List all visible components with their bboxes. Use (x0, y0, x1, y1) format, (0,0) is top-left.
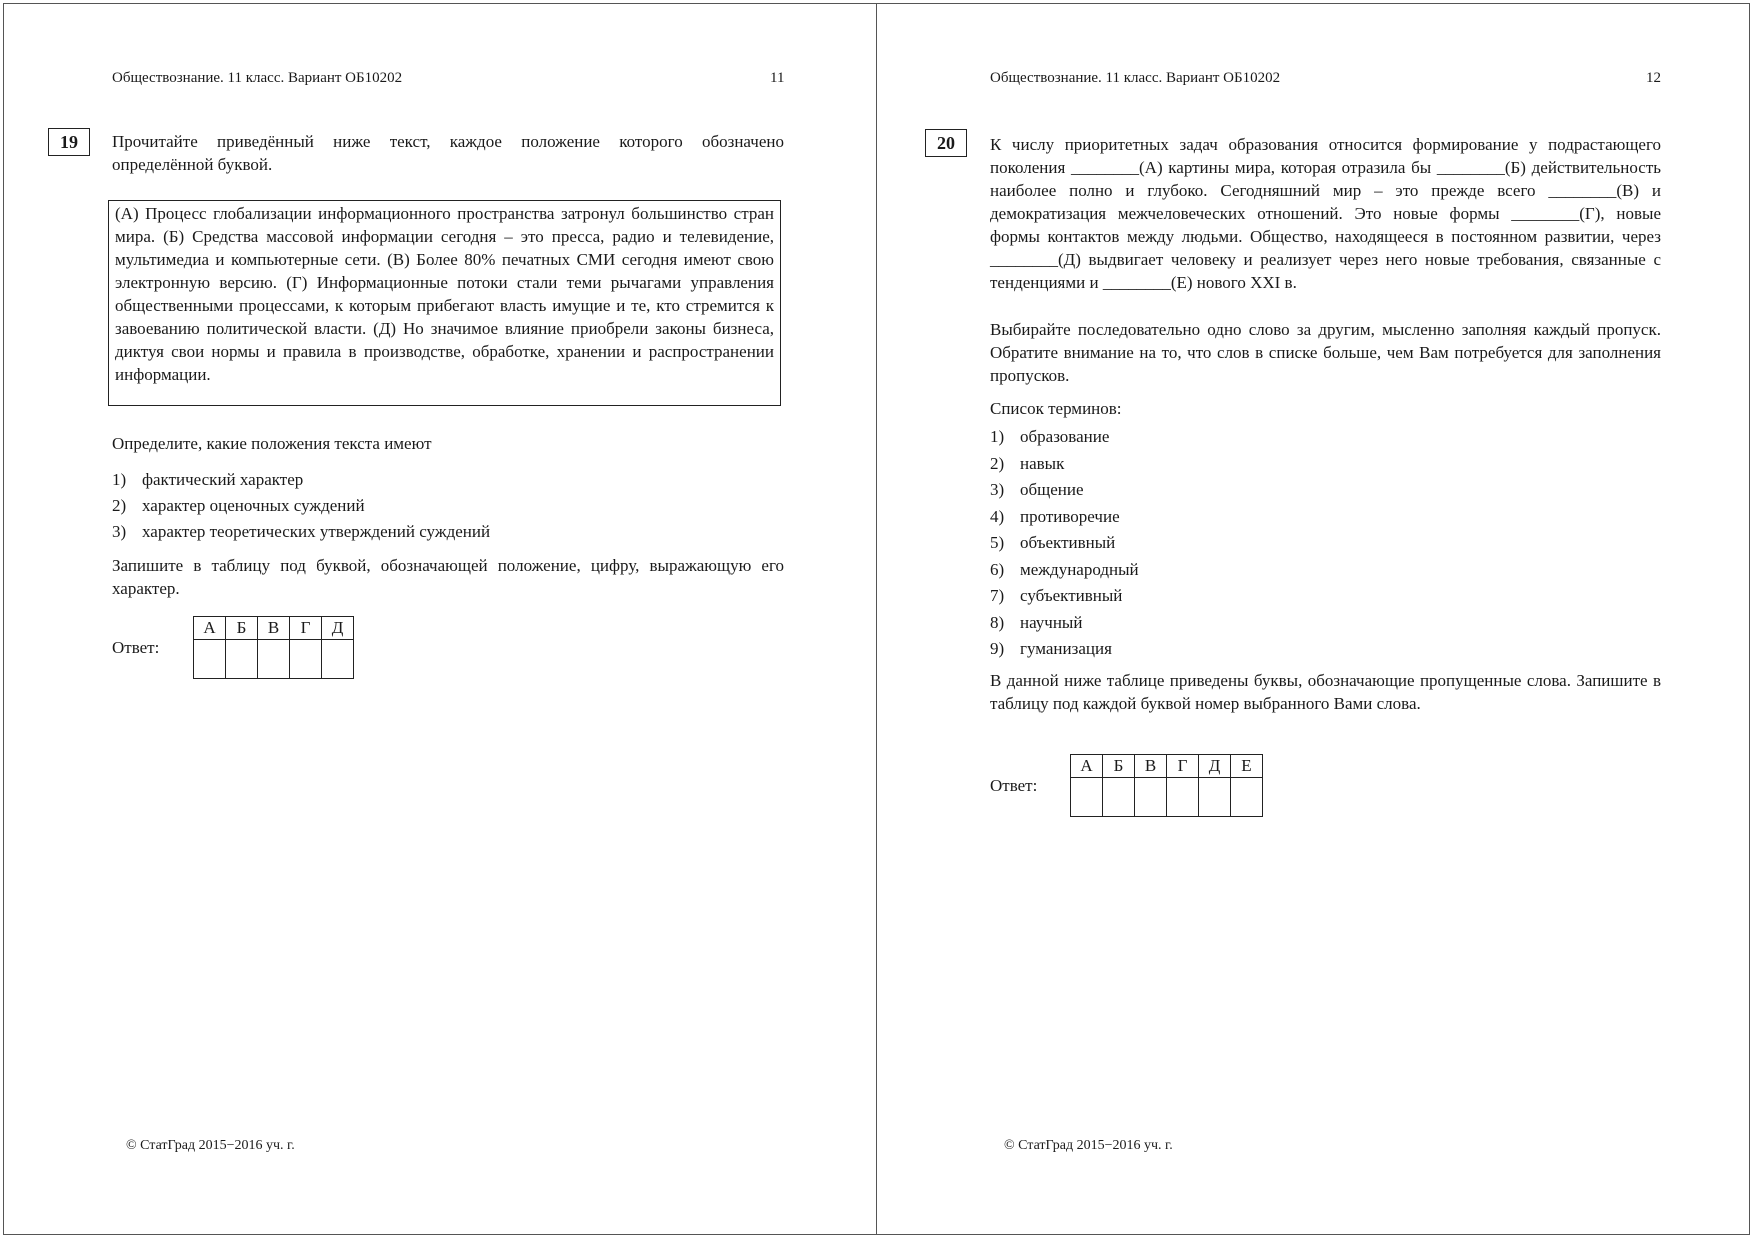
table-instruction: В данной ниже таблице приведены буквы, обозначающие пропущенные слова. Запишите в таблицу под каждой буквой номер выбранного Вами слова. (990, 671, 1661, 713)
right-page (878, 0, 1754, 1239)
answer-col-header: Г (1167, 755, 1199, 778)
answer-col-header: Б (1103, 755, 1135, 778)
page-divider (876, 3, 877, 1235)
list-item: 5) объективный (990, 533, 1116, 552)
answer-col-header: В (1135, 755, 1167, 778)
answer-table (193, 616, 354, 679)
answer-cell[interactable] (1199, 778, 1231, 817)
question-text: Определите, какие положения текста имеют (112, 434, 432, 453)
list-item: 8) научный (990, 612, 1083, 632)
left-page (0, 0, 876, 1239)
page-header-title: Обществознание. 11 класс. Вариант ОБ10202 (112, 70, 403, 86)
answer-col-header: А (194, 617, 226, 640)
list-item: 1) образование (990, 427, 1110, 446)
page-header-title: Обществознание. 11 класс. Вариант ОБ10202 (990, 70, 1281, 86)
answer-cell[interactable] (226, 640, 258, 679)
page-number: 11 (770, 70, 785, 86)
page-footer: © СтатГрад 2015−2016 уч. г. (1004, 1138, 1173, 1153)
answer-col-header: Д (1199, 755, 1231, 778)
task-text: К числу приоритетных задач образования относится формирование у подрастающего поколения ________(А) картины мира, которая отразила бы ________(Б) действительность наиболее полно и глубоко. Сегодняшний мир – это прежде всего ________(В) и демократизация межчеловеческих отношений. Это новые формы ________(Г), новые формы контактов между людьми. Общество, находящееся в постоянном развитии, через ________(Д) выдвигает человеку и реализует через него новые требования, связанные с тенденциями и ________(Е) нового XXI в. (990, 135, 1661, 292)
list-item: 2) навык (990, 453, 1065, 473)
answer-col-header: А (1071, 755, 1103, 778)
answer-label: Ответ: (112, 638, 160, 657)
answer-label: Ответ: (990, 776, 1038, 795)
list-item: 6) международный (990, 559, 1139, 579)
terms-list (990, 424, 1139, 663)
terms-title: Список терминов: (990, 399, 1122, 418)
answer-table (1070, 754, 1263, 817)
options-list (112, 467, 490, 545)
list-item: 4) противоречие (990, 506, 1120, 526)
answer-cell[interactable] (322, 640, 354, 679)
passage-box: (А) Процесс глобализации информационного пространства затронул большинство стран мира. (Б) Средства массовой информации сегодня – это пресса, радио и телевидение, мультимедиа и компьютерные сети. (В) Более 80% печатных СМИ сегодня имеют свою электронную версию. (Г) Информационные потоки стали теми рычагами управления общественными процессами, к которым прибегают власть имущие и те, кто стремится к завоеванию политической власти. (Д) Но значимое влияние приобрели законы бизнеса, диктуя свои нормы и правила в производстве, обработке, хранении и распространении информации. (108, 200, 781, 406)
answer-cell[interactable] (1231, 778, 1263, 817)
list-item: 9) гуманизация (990, 639, 1112, 658)
task-number: 19 (48, 128, 90, 156)
list-item: 1) фактический характер (112, 470, 304, 489)
task-instruction: Выбирайте последовательно одно слово за другим, мысленно заполняя каждый пропуск. Обратите внимание на то, что слов в списке больше, чем Вам потребуется для заполнения пропусков. (990, 320, 1661, 385)
answer-cell[interactable] (194, 640, 226, 679)
answer-cell[interactable] (1167, 778, 1199, 817)
answer-cell[interactable] (1071, 778, 1103, 817)
answer-cell[interactable] (258, 640, 290, 679)
answer-cell[interactable] (1103, 778, 1135, 817)
answer-cell[interactable] (1135, 778, 1167, 817)
list-item: 3) общение (990, 480, 1084, 499)
answer-col-header: Г (290, 617, 322, 640)
answer-col-header: Д (322, 617, 354, 640)
page-number: 12 (1646, 70, 1661, 86)
answer-col-header: В (258, 617, 290, 640)
list-item: 7) субъективный (990, 586, 1123, 605)
answer-col-header: Е (1231, 755, 1263, 778)
task-instruction: Прочитайте приведённый ниже текст, каждое положение которого обозначено определённой буквой. (112, 132, 784, 174)
page-footer: © СтатГрад 2015−2016 уч. г. (126, 1138, 295, 1153)
answer-cell[interactable] (290, 640, 322, 679)
list-item: 2) характер оценочных суждений (112, 496, 365, 515)
task-number: 20 (925, 129, 967, 157)
answer-col-header: Б (226, 617, 258, 640)
write-instruction: Запишите в таблицу под буквой, обозначающей положение, цифру, выражающую его характер. (112, 556, 784, 598)
list-item: 3) характер теоретических утверждений суждений (112, 522, 491, 541)
